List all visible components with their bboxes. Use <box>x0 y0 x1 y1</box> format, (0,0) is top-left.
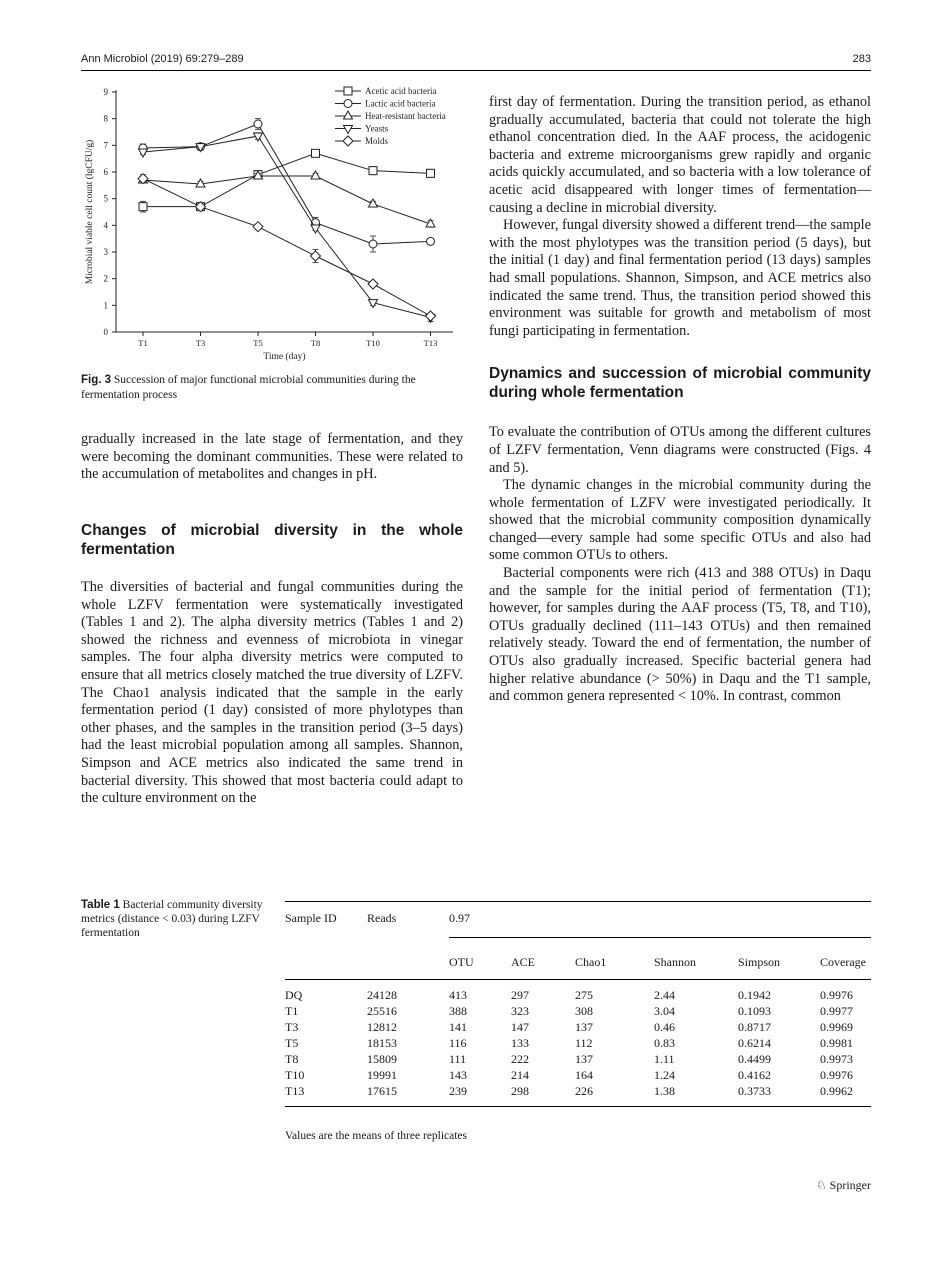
data-point <box>427 237 435 245</box>
legend-marker <box>344 100 352 108</box>
y-tick-label: 0 <box>103 327 108 337</box>
journal-citation: Ann Microbiol (2019) 69:279–289 <box>81 53 244 65</box>
header-cell: Simpson <box>738 955 781 969</box>
header-cell: Shannon <box>654 955 696 969</box>
table-cell: 222 <box>511 1052 529 1066</box>
table-cell: DQ <box>285 988 303 1002</box>
legend-marker <box>344 111 353 119</box>
legend-marker <box>344 87 352 95</box>
legend-label: Acetic acid bacteria <box>365 86 437 96</box>
table-cell: 0.3733 <box>738 1084 771 1098</box>
table-cell: 137 <box>575 1020 593 1034</box>
y-tick-label: 2 <box>103 273 108 284</box>
y-tick-label: 4 <box>103 220 108 231</box>
header-cell: Coverage <box>820 955 866 969</box>
data-point <box>139 149 148 157</box>
table-cell: 17615 <box>367 1084 397 1098</box>
left-column-top <box>81 431 463 484</box>
table-cell: 0.1942 <box>738 988 771 1002</box>
legend-label: Lactic acid bacteria <box>365 98 436 109</box>
table-cell: 298 <box>511 1084 529 1098</box>
table-cell: 147 <box>511 1020 529 1034</box>
table-cell: 0.8717 <box>738 1020 771 1034</box>
running-header <box>81 52 871 71</box>
table-cell: 15809 <box>367 1052 397 1066</box>
table-cell: 141 <box>449 1020 467 1034</box>
y-tick-label: 8 <box>103 113 108 124</box>
table-caption <box>81 898 266 940</box>
y-tick-label: 6 <box>103 167 108 177</box>
y-tick-label: 7 <box>103 140 108 151</box>
publisher-name: Springer <box>829 1178 871 1192</box>
series-line-4 <box>143 179 431 316</box>
table-header-row <box>285 902 871 938</box>
table-cell: 1.38 <box>654 1084 675 1098</box>
table-cell: 0.9969 <box>820 1020 853 1034</box>
paragraph: Bacterial components were rich (413 and 388 OTUs) in Daqu and the sample for the initial period of fermentation (T1); however, for samples during the AAF process (T5, T8, and T10), OTUs gradually declined (111–143 OTUs) and then remained relatively steady. Toward the end of fermentation, the number of OTUs also gradually increased. Specific bacterial genera had higher relative abundance (> 50%) in Daqu and the T1 sample, and common genera represented < 10%. In contrast, common <box>489 565 871 705</box>
table-row <box>285 1020 871 1036</box>
data-point <box>196 179 205 187</box>
table-subheader-row <box>285 937 871 953</box>
page-number: 283 <box>852 53 871 65</box>
header-cell: Sample ID <box>285 911 337 925</box>
figure-caption-text: Succession of major functional microbial communities during the fermentation process <box>81 374 416 401</box>
publisher-logo <box>816 1178 871 1193</box>
table-cell: 0.9976 <box>820 988 853 1002</box>
table-cell: 133 <box>511 1036 529 1050</box>
data-point <box>139 203 147 211</box>
table-label: Table 1 <box>81 899 120 911</box>
table-row <box>285 980 871 1005</box>
table-cell: 0.6214 <box>738 1036 771 1050</box>
table-cell: 413 <box>449 988 467 1002</box>
table-subheader-row <box>285 953 871 980</box>
header-cell: Reads <box>367 911 397 925</box>
table-1 <box>285 901 871 1107</box>
section-heading: Dynamics and succession of microbial community during whole fermentation <box>489 365 871 402</box>
table-cell: 0.9981 <box>820 1036 853 1050</box>
data-point <box>369 167 377 175</box>
y-tick-label: 9 <box>103 87 108 97</box>
paragraph: gradually increased in the late stage of fermentation, and they were becoming the dominant communities. These were related to the accumulation of metabolites and changes in pH. <box>81 431 463 483</box>
table-cell: 0.9973 <box>820 1052 853 1066</box>
table-cell: T8 <box>285 1052 299 1066</box>
table-cell: 239 <box>449 1084 467 1098</box>
table-cell: T5 <box>285 1036 299 1050</box>
table-footnote: Values are the means of three replicates <box>285 1130 467 1142</box>
legend-label: Heat-resistant bacteria <box>365 111 446 121</box>
table-row <box>285 1068 871 1084</box>
x-tick-label: T8 <box>310 338 321 348</box>
y-tick-label: 1 <box>103 300 108 311</box>
x-tick-label: T3 <box>195 338 206 348</box>
table-cell: 297 <box>511 988 529 1002</box>
data-point <box>253 222 263 232</box>
table-cell: T3 <box>285 1020 299 1034</box>
paragraph: To evaluate the contribution of OTUs among the different cultures of LZFV fermentation, Venn diagrams were constructed (Figs. 4 and 5). <box>489 424 871 476</box>
x-tick-label: T13 <box>423 338 438 348</box>
data-point <box>427 169 435 177</box>
table-cell: 308 <box>575 1004 593 1018</box>
header-cell: ACE <box>511 955 535 969</box>
table-cell: T1 <box>285 1004 299 1018</box>
data-point <box>368 279 378 289</box>
table-cell: 1.11 <box>654 1052 675 1066</box>
table-cell: 323 <box>511 1004 529 1018</box>
table-cell: 0.9962 <box>820 1084 853 1098</box>
y-axis-label: Microbial viable cell count (lgCFU/g) <box>85 139 95 285</box>
paragraph: However, fungal diversity showed a different trend—the sample with the most phylotypes was the transition period (5 days), but the initial (1 day) and final fermentation period (13 days) samples had small populations. Shannon, Simpson, and ACE metrics also indicated the same trend. Thus, the transition period showed this environment was suitable for growth and metabolism of most fungi participating in fermentation. <box>489 217 871 339</box>
figure-caption <box>81 373 467 402</box>
table-cell: 388 <box>449 1004 467 1018</box>
legend-label: Molds <box>365 136 389 146</box>
table-cell: 137 <box>575 1052 593 1066</box>
table-cell: 164 <box>575 1068 593 1082</box>
data-point <box>311 171 320 179</box>
table-caption-text: Bacterial community diversity metrics (distance < 0.03) during LZFV fermentation <box>81 899 263 939</box>
x-tick-label: T5 <box>253 338 263 348</box>
table-cell: 0.4162 <box>738 1068 771 1082</box>
table-cell: 0.9977 <box>820 1004 853 1018</box>
header-cell: 0.97 <box>449 911 470 925</box>
table-cell: 0.1093 <box>738 1004 771 1018</box>
table-cell: 1.24 <box>654 1068 675 1082</box>
section-heading: Changes of microbial diversity in the whole fermentation <box>81 522 463 558</box>
table-row <box>285 1004 871 1020</box>
figure-3-chart <box>81 82 467 367</box>
table-cell: 116 <box>449 1036 467 1050</box>
table-cell: T13 <box>285 1084 305 1098</box>
data-point <box>312 149 320 157</box>
header-cell: OTU <box>449 955 474 969</box>
y-tick-label: 5 <box>103 193 108 204</box>
data-point <box>311 251 321 261</box>
table-cell: 0.83 <box>654 1036 675 1050</box>
left-column-section <box>81 521 463 808</box>
table-cell: 226 <box>575 1084 593 1098</box>
table-cell: 0.9976 <box>820 1068 853 1082</box>
table-row <box>285 1036 871 1052</box>
table-cell: 111 <box>449 1052 467 1066</box>
table-cell: 24128 <box>367 988 397 1002</box>
x-tick-label: T1 <box>138 338 148 348</box>
table-cell: T10 <box>285 1068 305 1082</box>
data-point <box>254 120 262 128</box>
y-tick-label: 3 <box>103 247 108 257</box>
data-point <box>369 240 377 248</box>
table-cell: 214 <box>511 1068 529 1082</box>
table-cell: 275 <box>575 988 593 1002</box>
table-cell: 25516 <box>367 1004 397 1018</box>
right-column <box>489 94 871 706</box>
paragraph: The diversities of bacterial and fungal communities during the whole LZFV fermentation were systematically investigated (Tables 1 and 2). The alpha diversity metrics (Tables 1 and 2) showed the richness and evenness of microbiota in vinegar samples. The four alpha diversity metrics were computed to ensure that all metrics closely matched the true diversity of LZFV. The Chao1 analysis indicated that the sample in the early fermentation period (1 day) consisted of more phylotypes than other phases, and the samples in the transition period (3–5 days) had the least microbial population among all samples. Shannon, Simpson and ACE metrics also indicated the same trend in bacterial diversity. This showed that most bacteria could adapt to the culture environment on the <box>81 579 463 807</box>
legend-marker <box>343 136 353 146</box>
figure-label: Fig. 3 <box>81 374 112 386</box>
springer-horse-icon: ♘ <box>815 1178 827 1192</box>
table-cell: 18153 <box>367 1036 397 1050</box>
table-cell: 143 <box>449 1068 467 1082</box>
series-line-0 <box>143 153 431 206</box>
table-cell: 112 <box>575 1036 593 1050</box>
table-cell: 3.04 <box>654 1004 675 1018</box>
paragraph: The dynamic changes in the microbial community during the whole fermentation of LZFV were investigated periodically. It showed that the microbial community composition dynamically changed—every sample had some specific OTUs and also had some common OTUs to others. <box>489 477 871 564</box>
data-point <box>426 311 436 321</box>
table-row <box>285 1052 871 1068</box>
table-row <box>285 1084 871 1107</box>
table-cell: 0.46 <box>654 1020 675 1034</box>
table-cell: 12812 <box>367 1020 397 1034</box>
series-line-3 <box>143 136 431 317</box>
table-cell: 0.4499 <box>738 1052 771 1066</box>
header-cell: Chao1 <box>575 955 607 969</box>
x-axis-label: Time (day) <box>263 352 306 362</box>
table-cell: 19991 <box>367 1068 397 1082</box>
legend-label: Yeasts <box>365 123 389 134</box>
legend-marker <box>344 126 353 134</box>
paragraph: first day of fermentation. During the transition period, as ethanol gradually accumulated, bacteria that could not tolerate the high ethanol concentration died. In the AAF process, the acidogenic bacteria and extreme microorganisms grew rapidly and organic acids quickly accumulated, and so bacteria with a low tolerance of acetic acid disappeared with longer times of fermentation—causing a decline in microbial diversity. <box>489 94 871 216</box>
x-tick-label: T10 <box>366 338 380 348</box>
table-cell: 2.44 <box>654 988 675 1002</box>
